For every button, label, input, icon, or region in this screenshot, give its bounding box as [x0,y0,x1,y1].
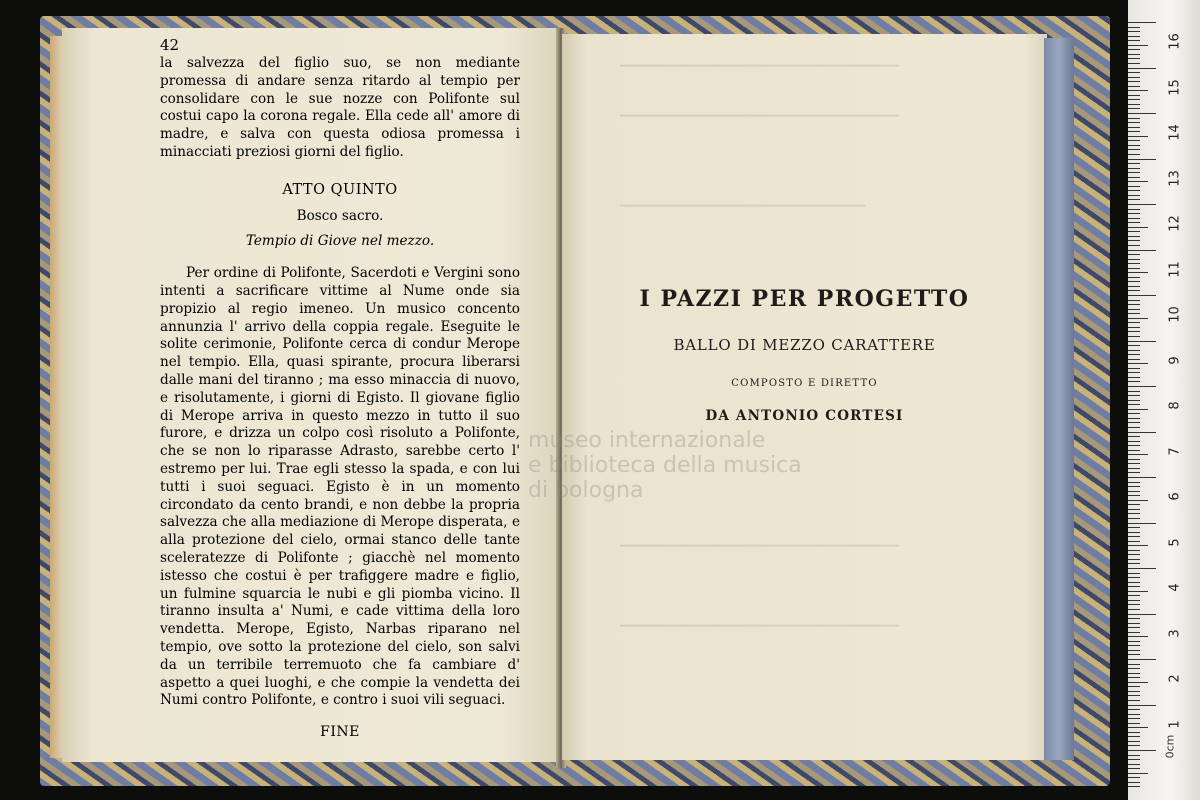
ruler-tick [1128,31,1140,32]
ruler-tick [1128,641,1140,642]
ruler-tick [1128,190,1140,191]
ruler-tick [1128,113,1156,114]
ruler-tick [1128,627,1140,628]
ruler-tick [1128,686,1140,687]
ruler-tick [1128,550,1140,551]
ruler-tick [1128,36,1140,37]
ruler-tick [1128,636,1148,637]
ruler-tick [1128,199,1140,200]
ruler-tick [1128,136,1148,137]
ruler-tick [1128,149,1140,150]
bleed-through-text: ▔▔▔▔▔▔▔▔▔▔▔▔▔▔▔▔▔▔▔▔▔▔▔▔▔▔▔▔▔ [620,205,866,218]
ruler-tick [1128,450,1140,451]
page-number: 42 [160,36,180,54]
ruler-tick [1128,45,1148,46]
bleed-through-text: ▔▔▔▔▔▔▔▔▔▔▔▔▔▔▔▔▔▔▔▔▔▔▔▔▔▔▔▔▔▔▔▔▔ [620,65,900,78]
ruler-tick [1128,563,1140,564]
measuring-ruler [1128,0,1200,800]
ruler-tick [1128,700,1140,701]
bleed-through-text: ▔▔▔▔▔▔▔▔▔▔▔▔▔▔▔▔▔▔▔▔▔▔▔▔▔▔▔▔▔▔▔▔▔ [620,625,900,638]
ruler-tick [1128,377,1140,378]
ruler-tick [1128,695,1140,696]
ruler-tick [1128,331,1140,332]
ruler-tick [1128,186,1140,187]
ruler-number: 12 [1167,215,1183,232]
ruler-tick [1128,77,1140,78]
ruler-tick [1128,659,1156,660]
ruler-tick [1128,281,1140,282]
ruler-tick [1128,736,1140,737]
ruler-tick [1128,718,1140,719]
ruler-tick [1128,632,1140,633]
ruler-tick [1128,108,1140,109]
ruler-tick [1128,222,1140,223]
ruler-tick [1128,432,1156,433]
ruler-tick [1128,372,1140,373]
ruler-tick [1128,300,1140,301]
ruler-tick [1128,413,1140,414]
ruler-tick [1128,759,1140,760]
ruler-tick [1128,600,1140,601]
ruler-tick [1128,723,1140,724]
author-name: DA ANTONIO CORTESI [705,408,904,424]
ruler-tick [1128,755,1140,756]
ruler-tick [1128,677,1140,678]
ruler-tick [1128,391,1140,392]
ruler-tick [1128,290,1140,291]
ruler-tick [1128,386,1156,387]
ruler-tick [1128,381,1140,382]
ruler-tick [1128,118,1140,119]
ruler-tick [1128,732,1140,733]
ruler-number: 4 [1167,583,1183,592]
ruler-number: 3 [1167,628,1183,638]
ruler-tick [1128,204,1156,205]
ruler-tick [1128,477,1156,478]
ruler-tick [1128,58,1140,59]
ruler-tick [1128,441,1140,442]
ruler-tick [1128,90,1148,91]
bleed-through-text: ▔▔▔▔▔▔▔▔▔▔▔▔▔▔▔▔▔▔▔▔▔▔▔▔▔▔▔▔▔▔▔▔▔ [620,115,900,128]
ruler-tick [1128,559,1140,560]
ruler-tick [1128,645,1140,646]
ruler-tick [1128,409,1148,410]
ballet-title: I PAZZI PER PROGETTO [639,286,970,312]
ruler-tick [1128,49,1140,50]
ruler-tick [1128,354,1140,355]
ruler-number: 1 [1167,719,1183,729]
left-text-block [160,55,520,742]
ruler-tick [1128,618,1140,619]
ruler-tick [1128,623,1140,624]
ruler-tick [1128,304,1140,305]
ruler-tick [1128,459,1140,460]
ruler-tick [1128,395,1140,396]
ruler-number: 5 [1167,537,1183,547]
ruler-number: 14 [1167,124,1183,141]
ruler-tick [1128,72,1140,73]
ruler-tick [1128,568,1156,569]
ruler-number: 8 [1167,401,1183,410]
ruler-tick [1128,536,1140,537]
ruler-tick [1128,654,1140,655]
ruler-tick [1128,27,1140,28]
ruler-number: 2 [1167,674,1183,683]
ruler-tick [1128,209,1140,210]
ruler-tick [1128,250,1156,251]
ruler-tick [1128,764,1140,765]
bleed-through-text: ▔▔▔▔▔▔▔▔▔▔▔▔▔▔▔▔▔▔▔▔▔▔▔▔▔▔▔▔▔▔▔▔▔ [620,545,900,558]
ruler-tick [1128,768,1140,769]
scene-title: Bosco sacro. [296,207,384,224]
ruler-tick [1128,286,1140,287]
ruler-tick [1128,482,1140,483]
ruler-tick [1128,418,1140,419]
opening-paragraph: la salvezza del figlio suo, se non mediante promessa di andare senza ritardo al tempio per consolidare con le sue nozze con Polifonte sul costui capo la corona regale. Ella cede all' amore di madre, e salva con questa odiosa promessa i minacciati preziosi giorni del figlio. [160,55,520,160]
ruler-tick [1128,609,1140,610]
ruler-tick [1128,773,1148,774]
ruler-tick [1128,668,1140,669]
ruler-tick [1128,104,1140,105]
ruler-tick [1128,322,1140,323]
right-page [562,34,1047,760]
ruler-tick [1128,604,1140,605]
ruler-tick [1128,523,1156,524]
ruler-tick [1128,231,1140,232]
ruler-tick [1128,218,1140,219]
ruler-tick [1128,509,1140,510]
ruler-number: 9 [1167,355,1183,365]
ruler-tick [1128,227,1148,228]
ruler-tick [1128,777,1140,778]
ruler-tick [1128,163,1140,164]
ruler-tick [1128,573,1140,574]
watermark-line: e biblioteca della musica [528,453,802,478]
ruler-number: 13 [1167,169,1183,187]
ruler-number: 15 [1167,78,1183,96]
watermark-line: di bologna [528,478,644,503]
ruler-tick [1128,345,1140,346]
ruler-tick [1128,500,1148,501]
ruler-tick [1128,650,1140,651]
ruler-tick [1128,127,1140,128]
ruler-number: 6 [1167,492,1183,501]
ruler-number: 7 [1167,446,1183,456]
ruler-tick [1128,472,1140,473]
ruler-tick [1128,614,1156,615]
ruler-tick [1128,54,1140,55]
ruler-tick [1128,745,1140,746]
ruler-tick [1128,518,1140,519]
ruler-tick [1128,404,1140,405]
ruler-tick [1128,181,1148,182]
ruler-tick [1128,541,1140,542]
ruler-number: 16 [1167,33,1183,50]
ruler-tick [1128,254,1140,255]
ruler-unit: 0cm [1163,734,1177,759]
ruler-tick [1128,240,1140,241]
ruler-tick [1128,591,1148,592]
ruler-tick [1128,586,1140,587]
ruler-tick [1128,140,1140,141]
main-paragraph: Per ordine di Polifonte, Sacerdoti e Vergini sono intenti a sacrificare vittime al Nume onde sia propizio al regio imeneo. Un musico concento annunzia l' arrivo della coppia regale. Eseguite le solite cerimonie, Polifonte cerca di condur Merope nel tempio. Ella, quasi spirante, procura liberarsi dalle mani del tiranno ; ma esso minaccia di nuovo, e risolutamente, i giorni di Egisto. Il giovane figlio di Merope arriva in questo mezzo in tutto il suo furore, e drizza un colpo così risoluto a Polifonte, che se non lo riparasse Adrasto, sarebbe certo l' estremo per lui. Trae egli stesso la spada, e con lui tutti i suoi seguaci. Egisto è in un momento circondato da cento brandi, e non debbe la propria salvezza che alla mediazione di Merope disperata, e alla protezione del cielo, ormai stanco delle tante sceleratezze di Polifonte ; giacchè nel momento istesso che costui è per trafiggere madre e figlio, un fulmine squarcia le nubi e gli piomba vicino. Il tiranno insulta a' Numi, e cade vittima della loro vendetta. Merope, Egisto, Narbas riparano nel tempio, ove sotto la protezione del cielo, son salvi da un terribile terremuoto che fa cambiare d' aspetto a quei luoghi, e che compie la vendetta dei Numi contro Polifonte, e contro i suoi vili seguaci. [160,265,520,709]
ruler-tick [1128,99,1140,100]
ruler-number: 10 [1167,306,1183,323]
ruler-tick [1128,336,1140,337]
ruler-tick [1128,86,1140,87]
ruler-tick [1128,495,1140,496]
ruler-tick [1128,131,1140,132]
ruler-tick [1128,81,1140,82]
ruler-tick [1128,359,1140,360]
ruler-tick [1128,172,1140,173]
ruler-tick [1128,318,1148,319]
ruler-tick [1128,22,1156,23]
ruler-tick [1128,577,1140,578]
ruler-tick [1128,259,1140,260]
ruler-tick [1128,750,1156,751]
ruler-tick [1128,263,1140,264]
ruler-tick [1128,363,1148,364]
ruler-tick [1128,195,1140,196]
ruler-tick [1128,295,1156,296]
watermark-line: museo internazionale [528,428,766,453]
ruler-tick [1128,709,1140,710]
ruler-tick [1128,504,1140,505]
ruler-tick [1128,145,1140,146]
ruler-tick [1128,513,1140,514]
ruler-tick [1128,368,1140,369]
end-word: FINE [320,724,360,741]
ruler-tick [1128,168,1140,169]
blue-endpaper [1044,38,1074,760]
ruler-tick [1128,272,1148,273]
ruler-tick [1128,436,1140,437]
ruler-tick [1128,554,1140,555]
ruler-tick [1128,491,1140,492]
ruler-tick [1128,741,1140,742]
library-watermark [528,428,802,503]
ruler-tick [1128,341,1156,342]
ruler-tick [1128,122,1140,123]
ruler-tick [1128,327,1140,328]
ruler-tick [1128,673,1140,674]
ruler-tick [1128,427,1140,428]
ruler-tick [1128,95,1140,96]
act-title: ATTO QUINTO [282,181,398,198]
ruler-tick [1128,236,1140,237]
ruler-number: 11 [1167,260,1183,278]
scene-subtitle: Tempio di Giove nel mezzo. [245,233,435,250]
ruler-tick [1128,350,1140,351]
ruler-tick [1128,727,1148,728]
ruler-tick [1128,463,1140,464]
ruler-tick [1128,422,1140,423]
ruler-tick [1128,309,1140,310]
ruler-tick [1128,691,1140,692]
ruler-tick [1128,782,1140,783]
ruler-tick [1128,445,1140,446]
ruler-tick [1128,705,1156,706]
ruler-tick [1128,400,1140,401]
ruler-tick [1128,595,1140,596]
ruler-tick [1128,154,1140,155]
ruler-tick [1128,213,1140,214]
ruler-tick [1128,68,1156,69]
ruler-tick [1128,486,1140,487]
ruler-tick [1128,277,1140,278]
ruler-tick [1128,177,1140,178]
ruler-tick [1128,313,1140,314]
ruler-tick [1128,545,1148,546]
ruler-tick [1128,532,1140,533]
composer-line: COMPOSTO E DIRETTO [731,378,878,389]
ruler-tick [1128,664,1140,665]
ruler-tick [1128,454,1148,455]
ruler-tick [1128,582,1140,583]
ruler-tick [1128,159,1156,160]
ruler-tick [1128,245,1140,246]
ruler-tick [1128,40,1140,41]
ballet-subtitle: BALLO DI MEZZO CARATTERE [673,336,936,354]
ruler-tick [1128,468,1140,469]
ruler-tick [1128,714,1140,715]
ruler-tick [1128,63,1140,64]
ruler-tick [1128,527,1140,528]
ruler-tick [1128,682,1148,683]
ruler-tick [1128,268,1140,269]
ruler-tick [1128,786,1140,787]
